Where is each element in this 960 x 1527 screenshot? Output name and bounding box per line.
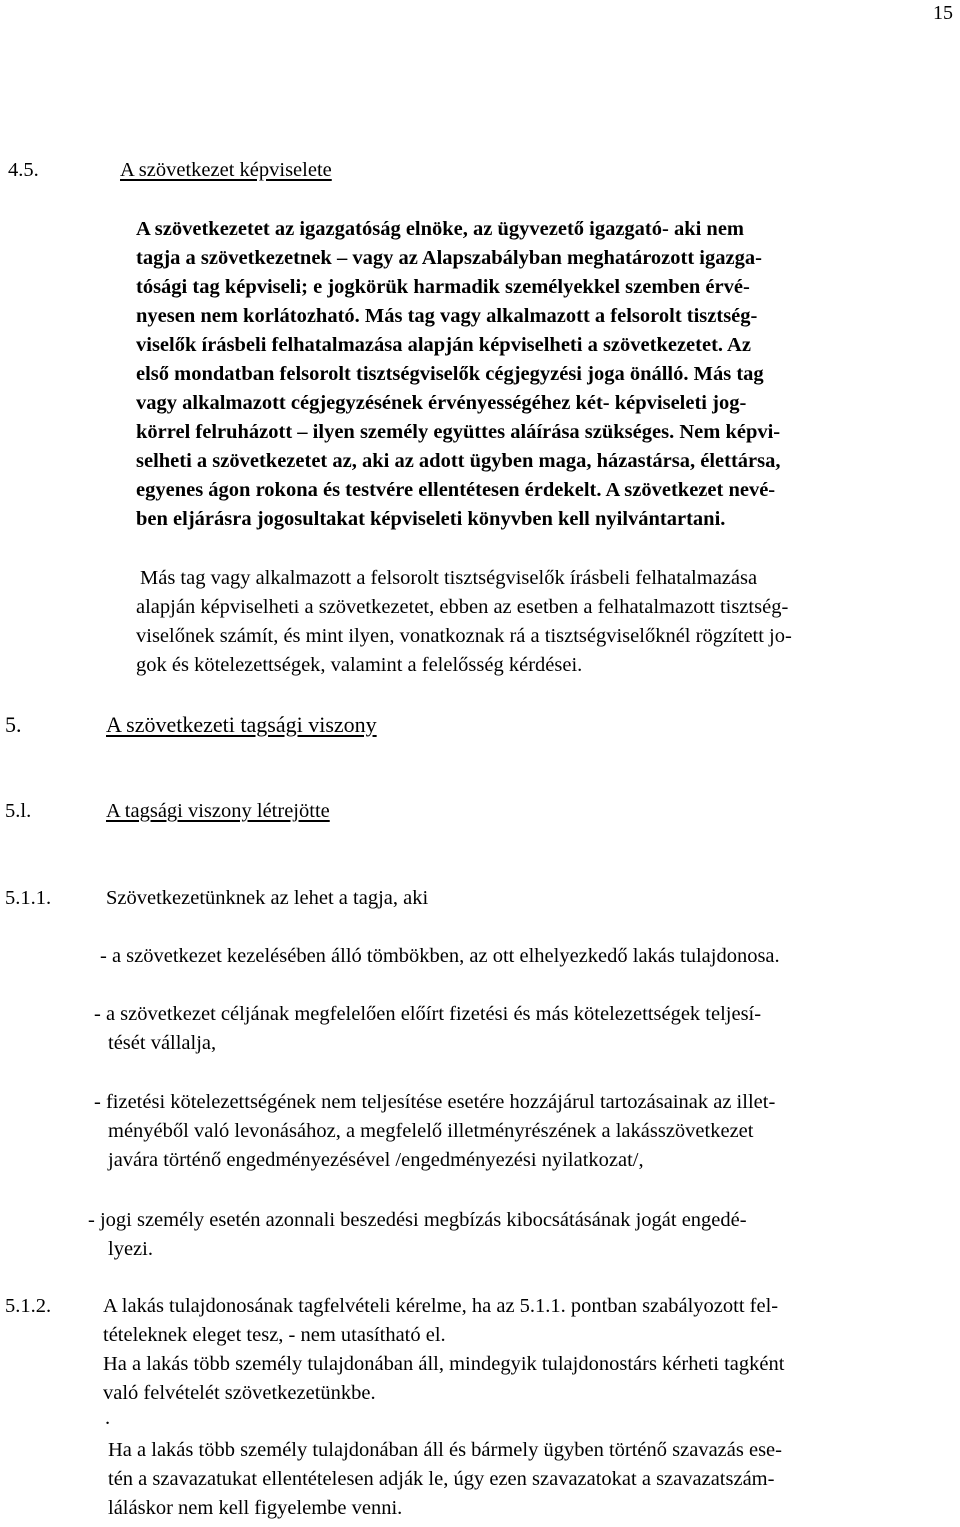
list-item (88, 1206, 747, 1264)
last-paragraph-line: láláskor nem kell figyelembe venni. (108, 1497, 403, 1519)
bold-paragraph-line: tósági tag képviseli; e jogkörük harmadik személyekkel szemben érvé- (136, 276, 750, 298)
bold-paragraph-line: A szövetkezetet az igazgatóság elnöke, az ügyvezető igazgató- aki nem (136, 218, 745, 240)
list-item-line: ményéből való levonásához, a megfelelő illetményrészének a lakásszövetkezet (108, 1120, 754, 1142)
bold-paragraph-line: első mondatban felsorolt tisztségviselők cégjegyzési joga önálló. Más tag (136, 363, 764, 385)
section-5-1-title: A tagsági viszony létrejötte (106, 800, 330, 822)
list-item (94, 1000, 761, 1058)
section-5-1-1-number: 5.1.1. (5, 887, 52, 909)
section-5-1-2-number: 5.1.2. (5, 1295, 52, 1317)
bold-paragraph-line: selheti a szövetkezetet az, aki az adott ügyben maga, házastársa, élettársa, (136, 450, 781, 472)
list-item-line: - jogi személy esetén azonnali beszedési megbízás kibocsátásának jogát engedé- (88, 1209, 747, 1231)
normal-paragraph (136, 564, 792, 680)
bold-paragraph-line: ben eljárásra jogosultakat képviseleti könyvben kell nyilvántartani. (136, 508, 726, 530)
normal-paragraph-line: Más tag vagy alkalmazott a felsorolt tisztségviselők írásbeli felhatalmazása (140, 567, 758, 589)
section-5-1-2-line: A lakás tulajdonosának tagfelvételi kérelme, ha az 5.1.1. pontban szabályozott fel- (103, 1295, 779, 1317)
list-item-line: - a szövetkezet céljának megfelelően előírt fizetési és más kötelezettségek teljesí- (94, 1003, 762, 1025)
bold-paragraph-line: körrel felruházott – ilyen személy együttes aláírása szükséges. Nem képvi- (136, 421, 781, 443)
normal-paragraph-line: viselőnek számít, és mint ilyen, vonatkoznak rá a tisztségviselőknél rögzített jo- (136, 625, 792, 647)
section-5-title: A szövetkezeti tagsági viszony (106, 712, 377, 737)
bold-paragraph (136, 215, 780, 534)
list-item-line: lyezi. (108, 1238, 153, 1260)
section-5-1-2-line: Ha a lakás több személy tulajdonában áll, mindegyik tulajdonostárs kérheti tagként (103, 1353, 785, 1375)
section-5-1-1-text: Szövetkezetünknek az lehet a tagja, aki (106, 887, 429, 909)
stray-dot: . (105, 1407, 111, 1429)
list-item (100, 942, 780, 971)
bold-paragraph-line: egyenes ágon rokona és testvére ellentétesen érdekelt. A szövetkezet nevé- (136, 479, 776, 501)
normal-paragraph-line: gok és kötelezettségek, valamint a felelősség kérdései. (136, 654, 583, 676)
list-item-line: javára történő engedményezésével /engedményezési nyilatkozat/, (108, 1149, 644, 1171)
section-4-5-number: 4.5. (8, 159, 39, 181)
last-paragraph-line: Ha a lakás több személy tulajdonában áll és bármely ügyben történő szavazás ese- (108, 1439, 782, 1461)
section-5-number: 5. (5, 712, 22, 737)
last-paragraph (108, 1436, 782, 1523)
last-paragraph-line: tén a szavazatukat ellentételesen adják le, úgy ezen szavazatokat a szavazatszám- (108, 1468, 775, 1490)
normal-paragraph-line: alapján képviselheti a szövetkezetet, ebben az esetben a felhatalmazott tisztség- (136, 596, 789, 618)
bold-paragraph-line: viselők írásbeli felhatalmazása alapján képviselheti a szövetkezetet. Az (136, 334, 751, 356)
page-number: 15 (933, 2, 953, 24)
section-5-1-2-line: tételeknek eleget tesz, - nem utasítható el. (103, 1324, 446, 1346)
list-item-line: - fizetési kötelezettségének nem teljesítése esetére hozzájárul tartozásainak az illet- (94, 1091, 776, 1113)
bold-paragraph-line: nyesen nem korlátozható. Más tag vagy alkalmazott a felsorolt tisztség- (136, 305, 758, 327)
section-4-5-title: A szövetkezet képviselete (120, 159, 332, 181)
section-5-1-number: 5.l. (5, 800, 32, 822)
bold-paragraph-line: vagy alkalmazott cégjegyzésének érvényességéhez két- képviseleti jog- (136, 392, 747, 414)
list-item (94, 1088, 775, 1175)
section-5-1-2-line: való felvételét szövetkezetünkbe. (103, 1382, 376, 1404)
section-5-1-2-text (103, 1292, 784, 1408)
list-item-line: - a szövetkezet kezelésében álló tömbökben, az ott elhelyezkedő lakás tulajdonosa. (100, 945, 780, 967)
list-item-line: tését vállalja, (108, 1032, 217, 1054)
bold-paragraph-line: tagja a szövetkezetnek – vagy az Alapszabályban meghatározott igazga- (136, 247, 762, 269)
